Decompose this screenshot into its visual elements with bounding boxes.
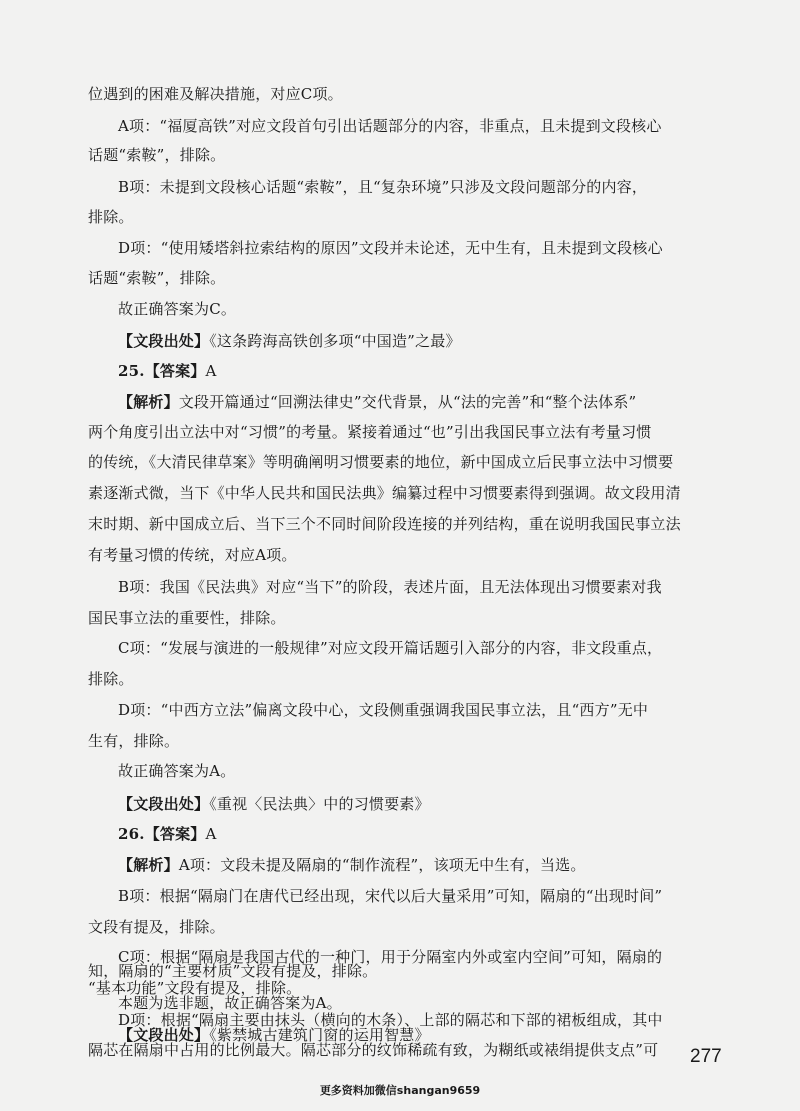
- text-line: [118, 577, 662, 597]
- line-text: D项：根据“隔扇主要由抹头（横向的木条）、上部的隔芯和下部的裙板组成，其中: [118, 1011, 663, 1029]
- line-text: 本题为选非题，故正确答案为A。: [118, 994, 342, 1012]
- line-text: 末时期、新中国成立后、当下三个不同时间阶段连接的并列结构，重在说明我国民事立法: [88, 515, 681, 533]
- text-line: [88, 84, 343, 104]
- text-line: [88, 961, 377, 981]
- text-line: [118, 886, 662, 906]
- text-line: [118, 331, 461, 351]
- section-label: 【文段出处】: [118, 795, 210, 813]
- line-text: 文段开篇通过“回溯法律史”交代背景，从“法的完善”和“整个法体系”: [178, 393, 637, 411]
- line-text: C项：“发展与演进的一般规律”对应文段开篇话题引入部分的内容，非文段重点，: [118, 639, 663, 657]
- text-line: [88, 514, 681, 534]
- line-text: B项：我国《民法典》对应“当下”的阶段，表述片面，且无法体现出习惯要素对我: [118, 578, 662, 596]
- line-text: 国民事立法的重要性，排除。: [88, 609, 286, 627]
- line-text: D项：“中西方立法”偏离文段中心，文段侧重强调我国民事立法，且“西方”无中: [118, 701, 649, 719]
- line-text: 《紫禁城古建筑门窗的运用智慧》: [209, 1026, 430, 1044]
- line-text: 的传统，《大清民律草案》等明确阐明习惯要素的地位，新中国成立后民事立法中习惯要: [88, 453, 674, 471]
- section-label: 26.【答案】: [118, 825, 206, 843]
- text-line: [118, 238, 663, 258]
- text-line: [118, 177, 647, 197]
- line-text: A: [205, 362, 217, 380]
- text-line: [118, 116, 662, 136]
- line-text: 《这条跨海高铁创多项“中国造”之最》: [209, 332, 461, 350]
- section-label: 【文段出处】: [118, 332, 210, 350]
- footer-note: 更多资料加微信shangan9659: [319, 1084, 481, 1097]
- text-line: [118, 824, 217, 844]
- text-line: [118, 761, 235, 781]
- section-label: 【解析】: [118, 856, 179, 874]
- text-line: [88, 268, 225, 288]
- text-line: [118, 1025, 430, 1045]
- text-line: [88, 483, 681, 503]
- text-line: [88, 669, 134, 689]
- line-text: 知，隔扇的“主要材质”文段有提及，排除。: [88, 962, 378, 980]
- line-text: C项：根据“隔扇是我国古代的一种门，用于分隔室内外或室内空间”可知，隔扇的: [118, 948, 663, 966]
- line-text: 文段有提及，排除。: [88, 918, 225, 936]
- line-text: 话题“索鞍”，排除。: [88, 146, 226, 164]
- line-text: 两个角度引出立法中对“习惯”的考量。紧接着通过“也”引出我国民事立法有考量习惯: [88, 423, 652, 441]
- line-text: 隔芯在隔扇中占用的比例最大。隔芯部分的纹饰稀疏有致，为糊纸或裱绢提供支点”可: [88, 1041, 659, 1059]
- line-text: 排除。: [88, 208, 134, 226]
- text-line: [118, 392, 636, 412]
- line-text: A项：文段未提及隔扇的“制作流程”，该项无中生有，当选。: [178, 856, 586, 874]
- line-text: 素逐渐式微，当下《中华人民共和国民法典》编纂过程中习惯要素得到强调。故文段用清: [88, 484, 681, 502]
- line-text: 故正确答案为A。: [118, 762, 236, 780]
- line-text: 位遇到的困难及解决措施，对应C项。: [88, 85, 343, 103]
- line-text: 生有，排除。: [88, 732, 180, 750]
- text-line: [88, 145, 225, 165]
- text-line: [118, 638, 662, 658]
- page-number: 277: [690, 1046, 722, 1067]
- text-line: [118, 855, 586, 875]
- text-line: [118, 361, 217, 381]
- text-line: [88, 917, 225, 937]
- line-text: B项：未提到文段核心话题“索鞍”，且“复杂环境”只涉及文段问题部分的内容，: [118, 178, 648, 196]
- text-line: [88, 731, 179, 751]
- line-text: “基本功能”文段有提及，排除。: [88, 979, 302, 997]
- line-text: A项：“福厦高铁”对应文段首句引出话题部分的内容，非重点，且未提到文段核心: [118, 117, 662, 135]
- section-label: 25.【答案】: [118, 362, 206, 380]
- text-line: [88, 608, 286, 628]
- line-text: 《重视〈民法典〉中的习惯要素》: [209, 795, 430, 813]
- section-label: 【文段出处】: [118, 1026, 210, 1044]
- line-text: 排除。: [88, 670, 134, 688]
- text-line: [118, 993, 342, 1013]
- text-line: [88, 545, 297, 565]
- line-text: 故正确答案为C。: [118, 300, 237, 318]
- line-text: A: [205, 825, 217, 843]
- line-text: B项：根据“隔扇门在唐代已经出现，宋代以后大量采用”可知，隔扇的“出现时间”: [118, 887, 663, 905]
- line-text: D项：“使用矮塔斜拉索结构的原因”文段并未论述，无中生有，且未提到文段核心: [118, 239, 663, 257]
- line-text: 有考量习惯的传统，对应A项。: [88, 546, 297, 564]
- text-line: [88, 422, 651, 442]
- text-line: [118, 299, 236, 319]
- section-label: 【解析】: [118, 393, 179, 411]
- text-line: [88, 452, 673, 472]
- text-line: [88, 207, 134, 227]
- text-line: [118, 700, 648, 720]
- line-text: 话题“索鞍”，排除。: [88, 269, 226, 287]
- text-line: [118, 794, 430, 814]
